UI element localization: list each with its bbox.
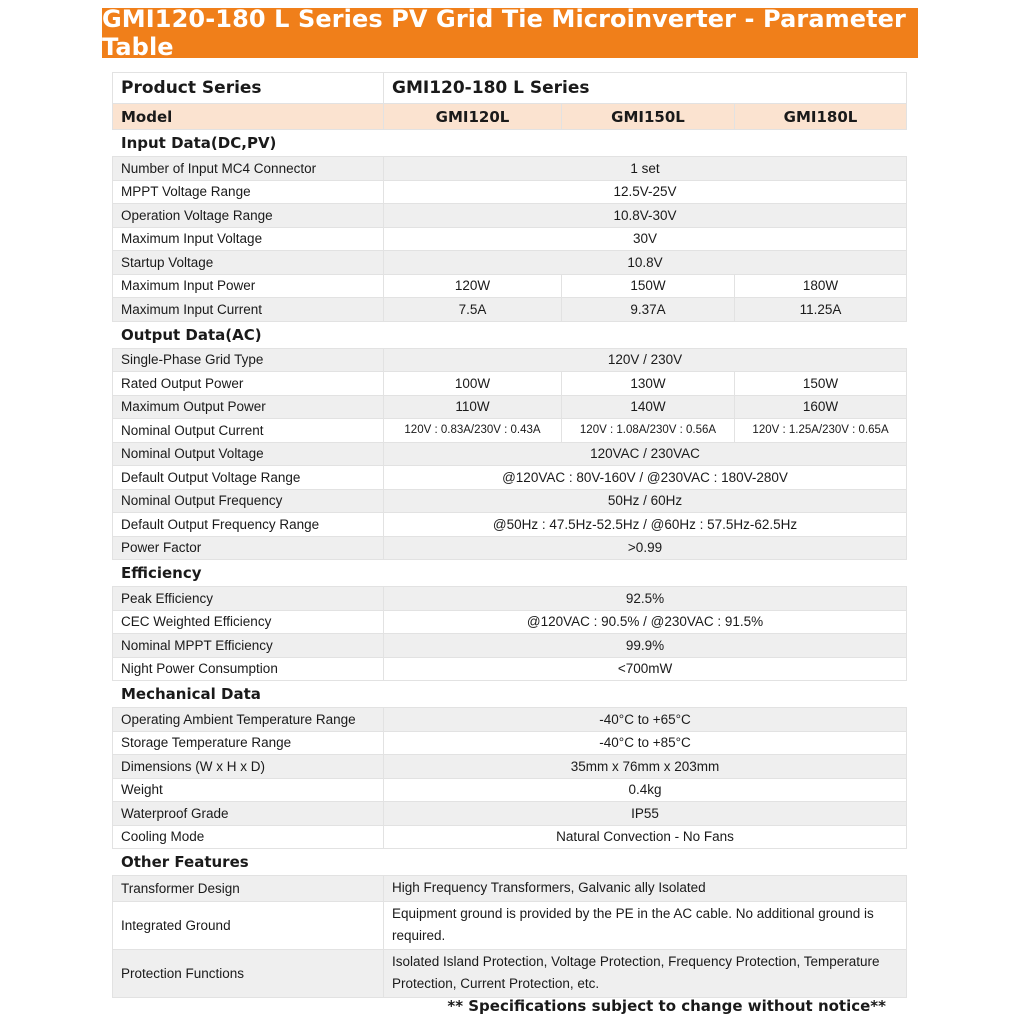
row-label: Maximum Input Current: [113, 298, 384, 322]
table-row: [113, 419, 907, 443]
product-series-label: Product Series: [113, 73, 384, 104]
table-row: [113, 587, 907, 611]
section-heading-input: [113, 130, 907, 157]
row-label: Waterproof Grade: [113, 802, 384, 826]
table-row: [113, 204, 907, 228]
row-value-gmi150l: 9.37A: [562, 298, 735, 322]
row-value: >0.99: [384, 536, 907, 560]
table-row: [113, 395, 907, 419]
row-value: Equipment ground is provided by the PE in the AC cable. No additional ground is required.: [384, 901, 907, 949]
row-label: Number of Input MC4 Connector: [113, 157, 384, 181]
row-value: @120VAC : 80V-160V / @230VAC : 180V-280V: [384, 466, 907, 490]
row-value-gmi150l: 120V : 1.08A/230V : 0.56A: [562, 419, 735, 443]
row-value-gmi120l: 120W: [384, 274, 562, 298]
row-label: Power Factor: [113, 536, 384, 560]
product-series-value: GMI120-180 L Series: [384, 73, 907, 104]
row-label: MPPT Voltage Range: [113, 180, 384, 204]
section-title: Mechanical Data: [113, 681, 907, 708]
row-label: Night Power Consumption: [113, 657, 384, 681]
model-row: [113, 104, 907, 130]
row-label: Default Output Frequency Range: [113, 513, 384, 537]
table-row: [113, 274, 907, 298]
row-label: Weight: [113, 778, 384, 802]
row-label: Rated Output Power: [113, 372, 384, 396]
row-value-gmi180l: 11.25A: [735, 298, 907, 322]
row-value-gmi180l: 120V : 1.25A/230V : 0.65A: [735, 419, 907, 443]
table-row: [113, 466, 907, 490]
section-heading-mechanical: [113, 681, 907, 708]
row-label: Operation Voltage Range: [113, 204, 384, 228]
table-row: [113, 180, 907, 204]
row-value: Isolated Island Protection, Voltage Protection, Frequency Protection, Temperature Protection, Current Protection, etc.: [384, 949, 907, 997]
row-label: Maximum Input Voltage: [113, 227, 384, 251]
row-value-gmi180l: 160W: [735, 395, 907, 419]
row-value: 120VAC / 230VAC: [384, 442, 907, 466]
model-label: Model: [113, 104, 384, 130]
table-row: [113, 513, 907, 537]
row-value: High Frequency Transformers, Galvanic ally Isolated: [384, 876, 907, 902]
section-heading-output: [113, 321, 907, 348]
row-value: 92.5%: [384, 587, 907, 611]
table-row: [113, 227, 907, 251]
row-label: Dimensions (W x H x D): [113, 755, 384, 779]
row-value: 12.5V-25V: [384, 180, 907, 204]
row-value: 30V: [384, 227, 907, 251]
table-row: [113, 657, 907, 681]
table-row: [113, 802, 907, 826]
row-value: 1 set: [384, 157, 907, 181]
row-label: Nominal Output Frequency: [113, 489, 384, 513]
row-label: Transformer Design: [113, 876, 384, 902]
section-title: Input Data(DC,PV): [113, 130, 907, 157]
page-title: GMI120-180 L Series PV Grid Tie Microinverter - Parameter Table: [102, 8, 918, 58]
table-row: [113, 778, 907, 802]
table-row: [113, 610, 907, 634]
table-row: [113, 949, 907, 997]
section-title: Efficiency: [113, 560, 907, 587]
table-row: [113, 442, 907, 466]
row-value-gmi180l: 150W: [735, 372, 907, 396]
table-row: [113, 901, 907, 949]
table-row: [113, 825, 907, 849]
row-value-gmi150l: 150W: [562, 274, 735, 298]
table-row: [113, 489, 907, 513]
row-label: Operating Ambient Temperature Range: [113, 708, 384, 732]
row-label: Startup Voltage: [113, 251, 384, 275]
section-title: Output Data(AC): [113, 321, 907, 348]
row-label: Protection Functions: [113, 949, 384, 997]
row-value-gmi120l: 120V : 0.83A/230V : 0.43A: [384, 419, 562, 443]
row-value: 50Hz / 60Hz: [384, 489, 907, 513]
row-value-gmi120l: 100W: [384, 372, 562, 396]
row-label: CEC Weighted Efficiency: [113, 610, 384, 634]
row-value: -40°C to +85°C: [384, 731, 907, 755]
table-row: [113, 536, 907, 560]
row-value: -40°C to +65°C: [384, 708, 907, 732]
section-heading-other: [113, 849, 907, 876]
row-label: Single-Phase Grid Type: [113, 348, 384, 372]
table-row: [113, 157, 907, 181]
table-row: [113, 731, 907, 755]
table-row: [113, 298, 907, 322]
row-value-gmi150l: 140W: [562, 395, 735, 419]
row-label: Maximum Output Power: [113, 395, 384, 419]
row-value: @50Hz : 47.5Hz-52.5Hz / @60Hz : 57.5Hz-62.5Hz: [384, 513, 907, 537]
row-value: 0.4kg: [384, 778, 907, 802]
row-value-gmi120l: 110W: [384, 395, 562, 419]
product-series-row: [113, 73, 907, 104]
row-label: Maximum Input Power: [113, 274, 384, 298]
table-row: [113, 372, 907, 396]
table-row: [113, 876, 907, 902]
row-value: IP55: [384, 802, 907, 826]
table-row: [113, 634, 907, 658]
model-gmi180l: GMI180L: [735, 104, 907, 130]
row-value-gmi120l: 7.5A: [384, 298, 562, 322]
table-row: [113, 348, 907, 372]
row-label: Cooling Mode: [113, 825, 384, 849]
parameter-table: [112, 72, 907, 998]
row-value: 10.8V: [384, 251, 907, 275]
row-value: Natural Convection - No Fans: [384, 825, 907, 849]
table-row: [113, 708, 907, 732]
section-title: Other Features: [113, 849, 907, 876]
row-value-gmi180l: 180W: [735, 274, 907, 298]
row-value: <700mW: [384, 657, 907, 681]
section-heading-efficiency: [113, 560, 907, 587]
row-label: Peak Efficiency: [113, 587, 384, 611]
specifications-notice: ** Specifications subject to change without notice**: [447, 997, 886, 1015]
row-label: Nominal Output Current: [113, 419, 384, 443]
row-label: Integrated Ground: [113, 901, 384, 949]
row-value: 120V / 230V: [384, 348, 907, 372]
table-row: [113, 251, 907, 275]
model-gmi120l: GMI120L: [384, 104, 562, 130]
model-gmi150l: GMI150L: [562, 104, 735, 130]
row-value: 10.8V-30V: [384, 204, 907, 228]
row-label: Storage Temperature Range: [113, 731, 384, 755]
row-value: 99.9%: [384, 634, 907, 658]
row-value: @120VAC : 90.5% / @230VAC : 91.5%: [384, 610, 907, 634]
table-row: [113, 755, 907, 779]
row-label: Nominal Output Voltage: [113, 442, 384, 466]
row-label: Default Output Voltage Range: [113, 466, 384, 490]
row-value: 35mm x 76mm x 203mm: [384, 755, 907, 779]
row-label: Nominal MPPT Efficiency: [113, 634, 384, 658]
row-value-gmi150l: 130W: [562, 372, 735, 396]
